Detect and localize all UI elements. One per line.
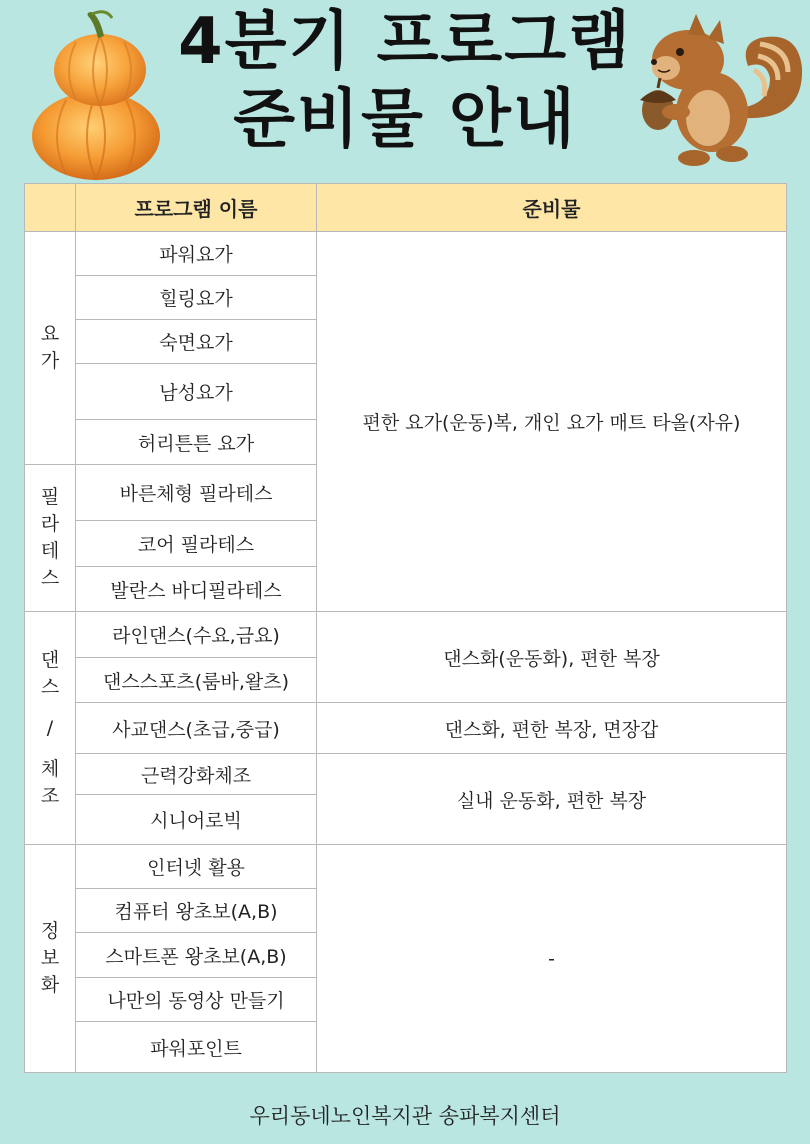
program-cell: 컴퓨터 왕초보(A,B) [76, 889, 317, 933]
program-cell: 시니어로빅 [76, 795, 317, 845]
program-cell: 인터넷 활용 [76, 845, 317, 889]
table-row [25, 612, 787, 658]
program-cell: 사교댄스(초급,중급) [76, 703, 317, 754]
table-row [25, 232, 787, 276]
table-header-row [25, 184, 787, 232]
program-cell: 발란스 바디필라테스 [76, 567, 317, 612]
program-cell: 나만의 동영상 만들기 [76, 978, 317, 1022]
program-cell: 근력강화체조 [76, 754, 317, 795]
program-cell: 파워요가 [76, 232, 317, 276]
category-dance-exercise: 댄스 / 체조 [25, 612, 76, 845]
supplies-table [24, 183, 787, 1073]
footer-organization: 우리동네노인복지관 송파복지센터 [249, 1104, 561, 1128]
supplies-social-dance: 댄스화, 편한 복장, 면장갑 [317, 703, 787, 754]
program-cell: 바른체형 필라테스 [76, 465, 317, 521]
category-yoga: 요가 [25, 232, 76, 465]
program-cell: 파워포인트 [76, 1022, 317, 1073]
header-program: 프로그램 이름 [76, 184, 317, 232]
program-cell: 코어 필라테스 [76, 521, 317, 567]
category-computer: 정보화 [25, 845, 76, 1073]
header-category [25, 184, 76, 232]
supplies-exercise: 실내 운동화, 편한 복장 [317, 754, 787, 845]
table-row [25, 754, 787, 795]
supplies-computer: - [317, 845, 787, 1073]
program-cell: 힐링요가 [76, 276, 317, 320]
program-cell: 숙면요가 [76, 320, 317, 364]
supplies-yoga-pilates: 편한 요가(운동)복, 개인 요가 매트 타올(자유) [317, 232, 787, 612]
program-cell: 댄스스포츠(룸바,왈츠) [76, 658, 317, 703]
program-cell: 라인댄스(수요,금요) [76, 612, 317, 658]
program-cell: 스마트폰 왕초보(A,B) [76, 933, 317, 978]
pumpkin-icon [26, 4, 166, 184]
table-row [25, 703, 787, 754]
squirrel-icon [628, 8, 804, 176]
page-title-line2: 준비물 안내 [233, 83, 577, 157]
header-supplies: 준비물 [317, 184, 787, 232]
program-cell: 허리튼튼 요가 [76, 420, 317, 465]
supplies-line-sports-dance: 댄스화(운동화), 편한 복장 [317, 612, 787, 703]
page-title-line1: 4분기 프로그램 [178, 5, 632, 79]
category-pilates: 필라테스 [25, 465, 76, 612]
program-cell: 남성요가 [76, 364, 317, 420]
table-row [25, 845, 787, 889]
